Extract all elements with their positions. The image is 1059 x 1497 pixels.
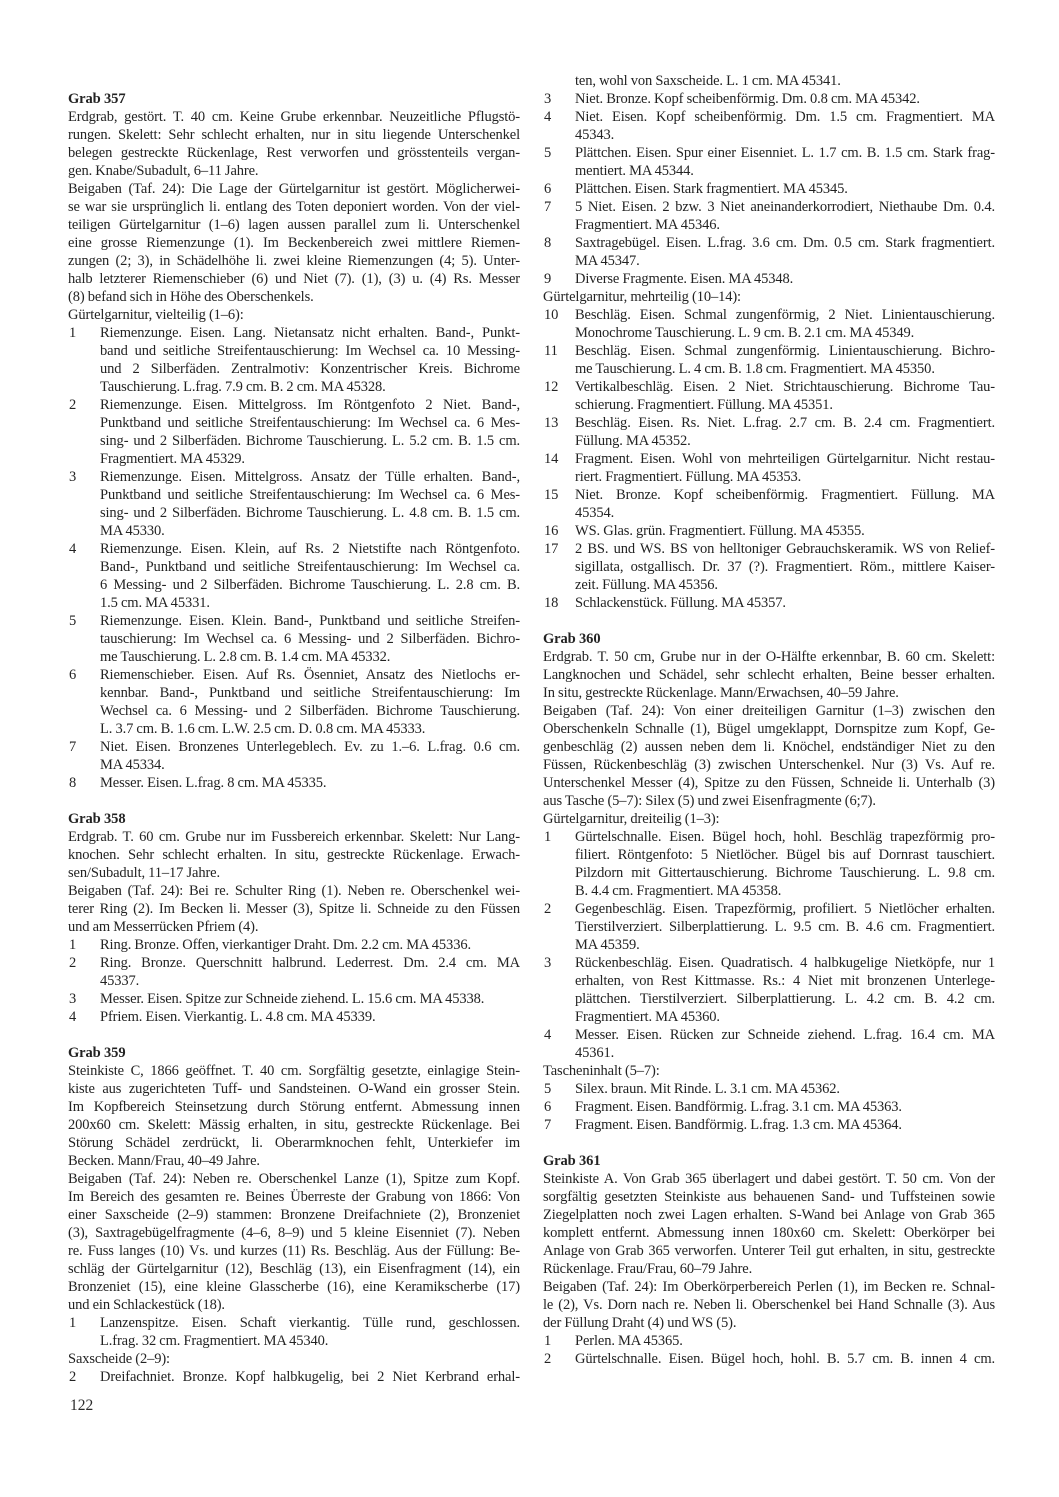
text-line: Fragment. Eisen. Bandförmig. L.frag. 1.3 cm. MA 45364. [575, 1117, 902, 1133]
catalog-item [543, 1332, 995, 1350]
text-line: Steinkiste C, 1866 geöffnet. T. 40 cm. Sorgfältig gesetzte, einlagige Stein- [68, 1063, 520, 1079]
text-line: Im Bereich des gesamten re. Beines Überreste der Grabung von 1866: Von [68, 1189, 520, 1205]
catalog-item [543, 144, 995, 180]
item-number: 6 [69, 667, 77, 683]
item-number: 7 [69, 739, 77, 755]
text-line: Fragmentiert. MA 45346. [575, 217, 720, 233]
catalog-item [543, 1116, 995, 1134]
text-line: 2 BS. und WS. BS von helltoniger Gebrauchskeramik. WS von Relief- [575, 541, 995, 557]
item-number: 12 [544, 379, 559, 395]
paragraph [543, 1170, 995, 1278]
catalog-item [543, 954, 995, 1026]
text-line: 1.5 cm. MA 45331. [100, 595, 210, 611]
paragraph [68, 828, 520, 882]
item-number: 13 [544, 415, 559, 431]
text-line: Beschläg. Eisen. Schmal zungenförmig. Linientauschierung. Bichro- [575, 343, 995, 359]
text-line: Ring. Bronze. Offen, vierkantiger Draht. Dm. 2.2 cm. MA 45336. [100, 937, 471, 953]
text-line: erhalten, von Rest Kittmasse. Rs.: 4 Niet mit bronzenen Unterlege- [575, 973, 995, 989]
text-line: Erdgrab, gestört. T. 40 cm. Keine Grube erkennbar. Neuzeitliche Pflugstö- [68, 109, 520, 125]
text-line: Vertikalbeschläg. Eisen. 2 Niet. Strichtauschierung. Bichrome Tau- [575, 379, 995, 395]
catalog-item [68, 954, 520, 990]
text-line: sing- und 2 Silberfäden. Bichrome Tauschierung. L. 4.8 cm. B. 1.5 cm. [100, 505, 520, 521]
text-line: In situ, gestreckte Rückenlage. Mann/Erwachsen, 40–59 Jahre. [543, 685, 899, 701]
catalog-item [543, 1350, 995, 1368]
page-number: 122 [70, 1397, 94, 1414]
catalog-item [68, 738, 520, 774]
text-line: 200x60 cm. Skelett: Mässig erhalten, in situ, gestreckte Rückenlage. Bei [68, 1117, 520, 1133]
text-line: Erdgrab. T. 60 cm. Grube nur im Fussbereich erkennbar. Skelett: Nur Lang- [68, 829, 520, 845]
catalog-item [68, 540, 520, 612]
catalog-item [68, 468, 520, 540]
text-line: band und seitliche Streifentauschierung: Im Wechsel ca. 10 Messing- [100, 343, 520, 359]
item-number: 2 [544, 901, 552, 917]
text-line: Becken. Mann/Frau, 40–49 Jahre. [68, 1153, 260, 1169]
text-line: Saxtragebügel. Eisen. L.frag. 3.6 cm. Dm. 0.5 cm. Stark fragmentiert. [575, 235, 995, 251]
paragraph [68, 1170, 520, 1314]
text-line: Riemenzunge. Eisen. Mittelgross. Im Röntgenfoto 2 Niet. Band-, [100, 397, 520, 413]
text-line: Riemenzunge. Eisen. Klein. Band-, Punktband und seitliche Streifen- [100, 613, 520, 629]
text-line: 45343. [575, 127, 615, 143]
text-line: Niet. Bronze. Kopf scheibenförmig. Dm. 0.8 cm. MA 45342. [575, 91, 920, 107]
catalog-item [543, 486, 995, 522]
text-line: aus Tasche (5–7): Silex (5) und zwei Eisenfragmente (6;7). [543, 793, 876, 809]
paragraph [543, 810, 995, 828]
paragraph [68, 1062, 520, 1170]
catalog-item [543, 828, 995, 900]
catalog-item [543, 108, 995, 144]
text-line: Fragment. Eisen. Wohl von mehrteiligen Gürtelgarnitur. Nicht restau- [575, 451, 995, 467]
paragraph [543, 288, 995, 306]
text-line: Pfriem. Eisen. Vierkantig. L. 4.8 cm. MA 45339. [100, 1009, 376, 1025]
catalog-item [543, 342, 995, 378]
text-line: WS. Glas. grün. Fragmentiert. Füllung. MA 45355. [575, 523, 865, 539]
text-line: zeit. Füllung. MA 45356. [575, 577, 718, 593]
text-line: Beigaben (Taf. 24): Im Oberkörperbereich Perlen (1), im Becken re. Schnal- [543, 1279, 995, 1295]
text-line: MA 45334. [100, 757, 165, 773]
item-number: 1 [544, 829, 552, 845]
text-line: Riemenzunge. Eisen. Mittelgross. Ansatz der Tülle erhalten. Band-, [100, 469, 520, 485]
text-line: der Füllung Draht (4) und WS (5). [543, 1315, 737, 1331]
section-heading: Grab 360 [543, 631, 601, 647]
item-number: 5 [69, 613, 77, 629]
text-line: re. Fuss langes (10) Vs. und kurzes (11) Rs. Beschläg. Aus der Füllung: Be- [68, 1243, 520, 1259]
text-line: Fragment. Eisen. Bandförmig. L.frag. 3.1 cm. MA 45363. [575, 1099, 902, 1115]
catalog-item [68, 612, 520, 666]
text-line: Riemenzunge. Eisen. Klein, auf Rs. 2 Nietstifte nach Röntgenfoto. [100, 541, 520, 557]
text-line: Störung Schädel zerdrückt, li. Oberarmknochen fehlt, Unterkiefer im [68, 1135, 520, 1151]
catalog-item-continuation [543, 72, 995, 90]
text-line: und 2 Silberfäden. Zentralmotiv: Konzentrischer Kreis. Bichrome [100, 361, 520, 377]
text-line: Messer. Eisen. Rücken zur Schneide ziehend. L.frag. 16.4 cm. MA [575, 1027, 995, 1043]
text-line: Gürtelgarnitur, mehrteilig (10–14): [543, 289, 741, 305]
catalog-item [68, 774, 520, 792]
text-line: Ring. Bronze. Querschnitt halbrund. Lederrest. Dm. 2.4 cm. MA [100, 955, 520, 971]
text-line: Gürtelschnalle. Eisen. Bügel hoch, hohl. B. 5.7 cm. B. innen 4 cm. [575, 1351, 995, 1367]
text-line: L.frag. 32 cm. Fragmentiert. MA 45340. [100, 1333, 329, 1349]
item-number: 2 [69, 397, 77, 413]
text-line: Oberschenkeln Schnalle (1), Bügel umgeklappt, Dornspitze zum Kopf, Ge- [543, 721, 995, 737]
text-line: 6 Messing- und 2 Silberfäden. Bichrome Tauschierung. L. 2.8 cm. B. [100, 577, 520, 593]
text-line: mentiert. MA 45344. [575, 163, 694, 179]
catalog-item [543, 1098, 995, 1116]
catalog-item [543, 1026, 995, 1062]
item-number: 11 [544, 343, 558, 359]
item-number: 17 [544, 541, 559, 557]
item-number: 1 [544, 1333, 552, 1349]
catalog-item [543, 378, 995, 414]
catalog-item [68, 990, 520, 1008]
text-line: B. 4.4 cm. Fragmentiert. MA 45358. [575, 883, 782, 899]
item-number: 5 [544, 1081, 552, 1097]
text-line: Rückenbeschläg. Eisen. Quadratisch. 4 halbkugelige Nietköpfe, nur 1 [575, 955, 995, 971]
text-line: Plättchen. Eisen. Stark fragmentiert. MA 45345. [575, 181, 848, 197]
text-line: (8) befand sich in Höhe des Oberschenkels. [68, 289, 314, 305]
text-line: ten, wohl von Saxscheide. L. 1 cm. MA 45341. [575, 73, 841, 89]
text-line: terer Ring (2). Im Becken li. Messer (3), Spitze li. Schneide zu den Füssen [68, 901, 520, 917]
text-line: tauschierung: Im Wechsel ca. 6 Messing- und 2 Silberfäden. Bichro- [100, 631, 520, 647]
catalog-item [543, 450, 995, 486]
catalog-item [543, 540, 995, 594]
text-line: Riemenschieber. Eisen. Auf Rs. Ösenniet, Ansatz des Nietlochs er- [100, 667, 520, 683]
item-number: 18 [544, 595, 559, 611]
column-right [543, 72, 995, 1368]
text-line: Füssen, Rückenbeschläg (3) zwischen Unterschenkel. Nur (3) Vs. Auf re. [543, 757, 995, 773]
text-line: plättchen. Tierstilverziert. Silberplattierung. L. 4.2 cm. B. 4.2 cm. [575, 991, 995, 1007]
text-line: und am Messerrücken Pfriem (4). [68, 919, 259, 935]
text-line: eine grosse Riemenzunge (1). Im Beckenbereich zwei mittlere Riemen- [68, 235, 520, 251]
text-line: Fragmentiert. MA 45329. [100, 451, 245, 467]
catalog-item [543, 594, 995, 612]
text-line: genbeschläg (2) aussen neben dem li. Knöchel, endständiger Niet zu den [543, 739, 995, 755]
text-line: teiligen Gürtelgarnitur (1–6) lagen aussen parallel zum li. Unterschenkel [68, 217, 520, 233]
item-number: 1 [69, 1315, 77, 1331]
text-line: sorgfältig gesetzten Steinkiste aus behauenen Sand- und Tuffsteinen sowie [543, 1189, 995, 1205]
item-number: 3 [544, 91, 552, 107]
item-number: 1 [69, 937, 77, 953]
item-number: 4 [544, 1027, 552, 1043]
text-line: (3), Saxtragebügelfragmente (4–6, 8–9) und 5 kleine Eisenniet (7). Neben [68, 1225, 520, 1241]
text-line: me Tauschierung. L. 4 cm. B. 1.8 cm. Fragmentiert. MA 45350. [575, 361, 935, 377]
text-line: Perlen. MA 45365. [575, 1333, 683, 1349]
text-line: knochen. Sehr schlecht erhalten. In situ, gestreckte Rückenlage. Erwach- [68, 847, 520, 863]
text-line: le (2), Vs. Dorn nach re. Neben li. Oberschenkel bei Hand Schnalle (3). Aus [543, 1297, 995, 1313]
text-line: komplett entfernt. Abmessung innen 180x60 cm. Skelett: Oberkörper bei [543, 1225, 995, 1241]
text-line: se war sie ursprünglich li. entlang des Toten deponiert worden. Von der viel- [68, 199, 520, 215]
text-line: kiste aus zugerichteten Tuff- und Sandsteinen. O-Wand ein grosser Stein. [68, 1081, 520, 1097]
text-line: Dreifachniet. Bronze. Kopf halbkugelig, bei 2 Niet Kerbrand erhal- [100, 1369, 520, 1385]
text-line: Band-, Punktband und seitliche Streifentauschierung: Im Wechsel ca. [100, 559, 520, 575]
item-number: 2 [544, 1351, 552, 1367]
text-line: Niet. Bronze. Kopf scheibenförmig. Fragmentiert. Füllung. MA [575, 487, 995, 503]
text-line: Tauschierung. L.frag. 7.9 cm. B. 2 cm. MA 45328. [100, 379, 386, 395]
text-line: Unterschenkel Messer (4), Spitze zu den Füssen, Schneide li. Unterhalb (3) [543, 775, 995, 791]
item-number: 6 [544, 181, 552, 197]
item-number: 3 [69, 469, 77, 485]
catalog-item [543, 414, 995, 450]
catalog-item [543, 270, 995, 288]
item-number: 8 [544, 235, 552, 251]
section-heading: Grab 359 [68, 1045, 126, 1061]
paragraph [68, 108, 520, 180]
text-line: Beigaben (Taf. 24): Bei re. Schulter Ring (1). Neben re. Oberschenkel wei- [68, 883, 520, 899]
text-line: riert. Fragmentiert. Füllung. MA 45353. [575, 469, 802, 485]
text-line: Riemenzunge. Eisen. Lang. Nietansatz nicht erhalten. Band-, Punkt- [100, 325, 520, 341]
text-line: L. 3.7 cm. B. 1.6 cm. L.W. 2.5 cm. D. 0.8 cm. MA 45333. [100, 721, 426, 737]
text-line: Tierstilverziert. Silberplattierung. L. 9.5 cm. B. 4.6 cm. Fragmentiert. [575, 919, 995, 935]
paragraph [68, 1350, 520, 1368]
item-number: 2 [69, 955, 77, 971]
text-line: Monochrome Tauschierung. L. 9 cm. B. 2.1 cm. MA 45349. [575, 325, 915, 341]
text-line: Silex. braun. Mit Rinde. L. 3.1 cm. MA 45362. [575, 1081, 840, 1097]
text-line: Messer. Eisen. L.frag. 8 cm. MA 45335. [100, 775, 327, 791]
text-line: MA 45359. [575, 937, 640, 953]
text-line: schierung. Fragmentiert. Füllung. MA 45351. [575, 397, 833, 413]
item-number: 4 [69, 1009, 77, 1025]
text-line: Gegenbeschläg. Eisen. Trapezförmig, profiliert. 5 Nietlöcher erhalten. [575, 901, 995, 917]
text-line: Anlage von Grab 365 verworfen. Unterer Teil gut erhalten, in situ, gestreckte [543, 1243, 995, 1259]
item-number: 3 [544, 955, 552, 971]
text-line: Punktband und seitliche Streifentauschierung: Im Wechsel ca. 6 Mes- [100, 487, 520, 503]
text-line: Im Kopfbereich Steinsetzung durch Störung entfernt. Abmessung innen [68, 1099, 520, 1115]
text-line: Schlackenstück. Füllung. MA 45357. [575, 595, 786, 611]
catalog-item [68, 666, 520, 738]
paragraph [68, 306, 520, 324]
item-number: 3 [69, 991, 77, 1007]
paragraph [68, 882, 520, 936]
text-line: Niet. Eisen. Bronzenes Unterlegeblech. Ev. zu 1.–6. L.frag. 0.6 cm. [100, 739, 520, 755]
text-line: und ein Schlackestück (18). [68, 1297, 225, 1313]
text-line: sen/Subadult, 11–17 Jahre. [68, 865, 220, 881]
text-line: Bronzeniet (15), eine kleine Glasscherbe (16), eine Keramikscherbe (17) [68, 1279, 520, 1295]
paragraph [543, 1062, 995, 1080]
text-line: 45354. [575, 505, 615, 521]
text-line: Gürtelschnalle. Eisen. Bügel hoch, hohl. Beschläg trapezförmig pro- [575, 829, 995, 845]
item-number: 1 [69, 325, 77, 341]
text-line: Beschläg. Eisen. Schmal zungenförmig, 2 Niet. Linientauschierung. [575, 307, 995, 323]
item-number: 7 [544, 1117, 552, 1133]
section-heading: Grab 357 [68, 91, 126, 107]
catalog-item [68, 936, 520, 954]
text-line: halb letzterer Riemenschieber (6) und Niet (7). (1), (3) u. (4) Rs. Messer [68, 271, 520, 287]
item-number: 15 [544, 487, 559, 503]
catalog-item [68, 1008, 520, 1026]
text-line: Rückenlage. Frau/Frau, 60–79 Jahre. [543, 1261, 753, 1277]
text-line: Diverse Fragmente. Eisen. MA 45348. [575, 271, 794, 287]
text-line: rungen. Skelett: Sehr schlecht erhalten, nur in situ liegende Unterschenkel [68, 127, 520, 143]
text-line: Plättchen. Eisen. Spur einer Eisenniet. L. 1.7 cm. B. 1.5 cm. Stark frag- [575, 145, 995, 161]
item-number: 10 [544, 307, 559, 323]
text-line: Lanzenspitze. Eisen. Schaft vierkantig. Tülle rund, geschlossen. [100, 1315, 520, 1331]
text-line: zungen (2; 3), in Schädelhöhe li. zwei kleine Riemenzungen (4; 5). Unter- [68, 253, 520, 269]
text-line: me Tauschierung. L. 2.8 cm. B. 1.4 cm. MA 45332. [100, 649, 391, 665]
text-line: Beschläg. Eisen. Rs. Niet. L.frag. 2.7 cm. B. 2.4 cm. Fragmentiert. [575, 415, 995, 431]
paragraph [68, 180, 520, 306]
item-number: 8 [69, 775, 77, 791]
catalog-item [543, 306, 995, 342]
section-heading: Grab 361 [543, 1153, 601, 1169]
catalog-item [543, 522, 995, 540]
catalog-item [543, 1080, 995, 1098]
text-line: Beigaben (Taf. 24): Die Lage der Gürtelgarnitur ist gestört. Möglicherwei- [68, 181, 520, 197]
text-line: gen. Knabe/Subadult, 6–11 Jahre. [68, 163, 259, 179]
text-line: filiert. Röntgenfoto: 5 Nietlöcher. Bügel bis auf Dornrast tauschiert. [575, 847, 995, 863]
text-line: Niet. Eisen. Kopf scheibenförmig. Dm. 1.5 cm. Fragmentiert. MA [575, 109, 995, 125]
text-line: Wechsel ca. 6 Messing- und 2 Silberfäden. Bichrome Tauschierung. [100, 703, 520, 719]
text-line: MA 45330. [100, 523, 165, 539]
catalog-item [68, 324, 520, 396]
catalog-item [68, 396, 520, 468]
catalog-item [543, 180, 995, 198]
text-line: Messer. Eisen. Spitze zur Schneide ziehend. L. 15.6 cm. MA 45338. [100, 991, 485, 1007]
item-number: 5 [544, 145, 552, 161]
text-line: belegen gestreckte Rückenlage, Rest verworfen und grösstenteils vergan- [68, 145, 520, 161]
text-line: Langknochen und Schädel, sehr schlecht erhalten, Beine besser erhalten. [543, 667, 995, 683]
item-number: 4 [69, 541, 77, 557]
item-number: 9 [544, 271, 552, 287]
catalog-item [68, 1314, 520, 1350]
text-line: Beigaben (Taf. 24): Von einer dreiteiligen Garnitur (1–3) zwischen den [543, 703, 995, 719]
column-left [68, 90, 520, 1386]
text-line: schläg der Gürtelgarnitur (12), Beschläg (13), ein Eisenfragment (14), ein [68, 1261, 520, 1277]
text-line: Fragmentiert. MA 45360. [575, 1009, 720, 1025]
catalog-item [68, 1368, 520, 1386]
catalog-item [543, 90, 995, 108]
text-line: Punktband und seitliche Streifentauschierung: Im Wechsel ca. 6 Mes- [100, 415, 520, 431]
section-heading: Grab 358 [68, 811, 126, 827]
text-line: Erdgrab. T. 50 cm, Grube nur in der O-Hälfte erkennbar, B. 60 cm. Skelett: [543, 649, 995, 665]
item-number: 14 [544, 451, 559, 467]
text-line: Steinkiste A. Von Grab 365 überlagert und dabei gestört. T. 50 cm. Von der [543, 1171, 995, 1187]
item-number: 6 [544, 1099, 552, 1115]
text-line: Ziegelplatten noch zwei Lagen erhalten. S-Wand bei Anlage von Grab 365 [543, 1207, 995, 1223]
paragraph [543, 648, 995, 702]
item-number: 2 [69, 1369, 77, 1385]
text-line: Saxscheide (2–9): [68, 1351, 170, 1367]
text-line: einer Saxscheide (2–9) stammen: Bronzene Dreifachniete (2), Bronzeniet [68, 1207, 520, 1223]
catalog-item [543, 234, 995, 270]
text-line: Beigaben (Taf. 24): Neben re. Oberschenkel Lanze (1), Spitze zum Kopf. [68, 1171, 520, 1187]
item-number: 16 [544, 523, 559, 539]
text-line: 45337. [100, 973, 140, 989]
text-line: Gürtelgarnitur, vielteilig (1–6): [68, 307, 244, 323]
text-line: 5 Niet. Eisen. 2 bzw. 3 Niet aneinanderkorrodiert, Niethaube Dm. 0.4. [575, 199, 995, 215]
catalog-item [543, 198, 995, 234]
text-line: MA 45347. [575, 253, 640, 269]
paragraph [543, 702, 995, 810]
text-line: Gürtelgarnitur, dreiteilig (1–3): [543, 811, 720, 827]
item-number: 7 [544, 199, 552, 215]
text-line: 45361. [575, 1045, 615, 1061]
text-line: sing- und 2 Silberfäden. Bichrome Tauschierung. L. 5.2 cm. B. 1.5 cm. [100, 433, 520, 449]
paragraph [543, 1278, 995, 1332]
text-line: Füllung. MA 45352. [575, 433, 691, 449]
text-line: Tascheninhalt (5–7): [543, 1063, 660, 1079]
text-line: Pilzdorn mit Gittertauschierung. Bichrome Tauschierung. L. 9.8 cm. [575, 865, 995, 881]
text-line: kennbar. Band-, Punktband und seitliche Streifentauschierung: Im [100, 685, 520, 701]
item-number: 4 [544, 109, 552, 125]
text-line: sigillata, ostgallisch. Dr. 37 (?). Fragmentiert. Röm., mittlere Kaiser- [575, 559, 995, 575]
catalog-item [543, 900, 995, 954]
